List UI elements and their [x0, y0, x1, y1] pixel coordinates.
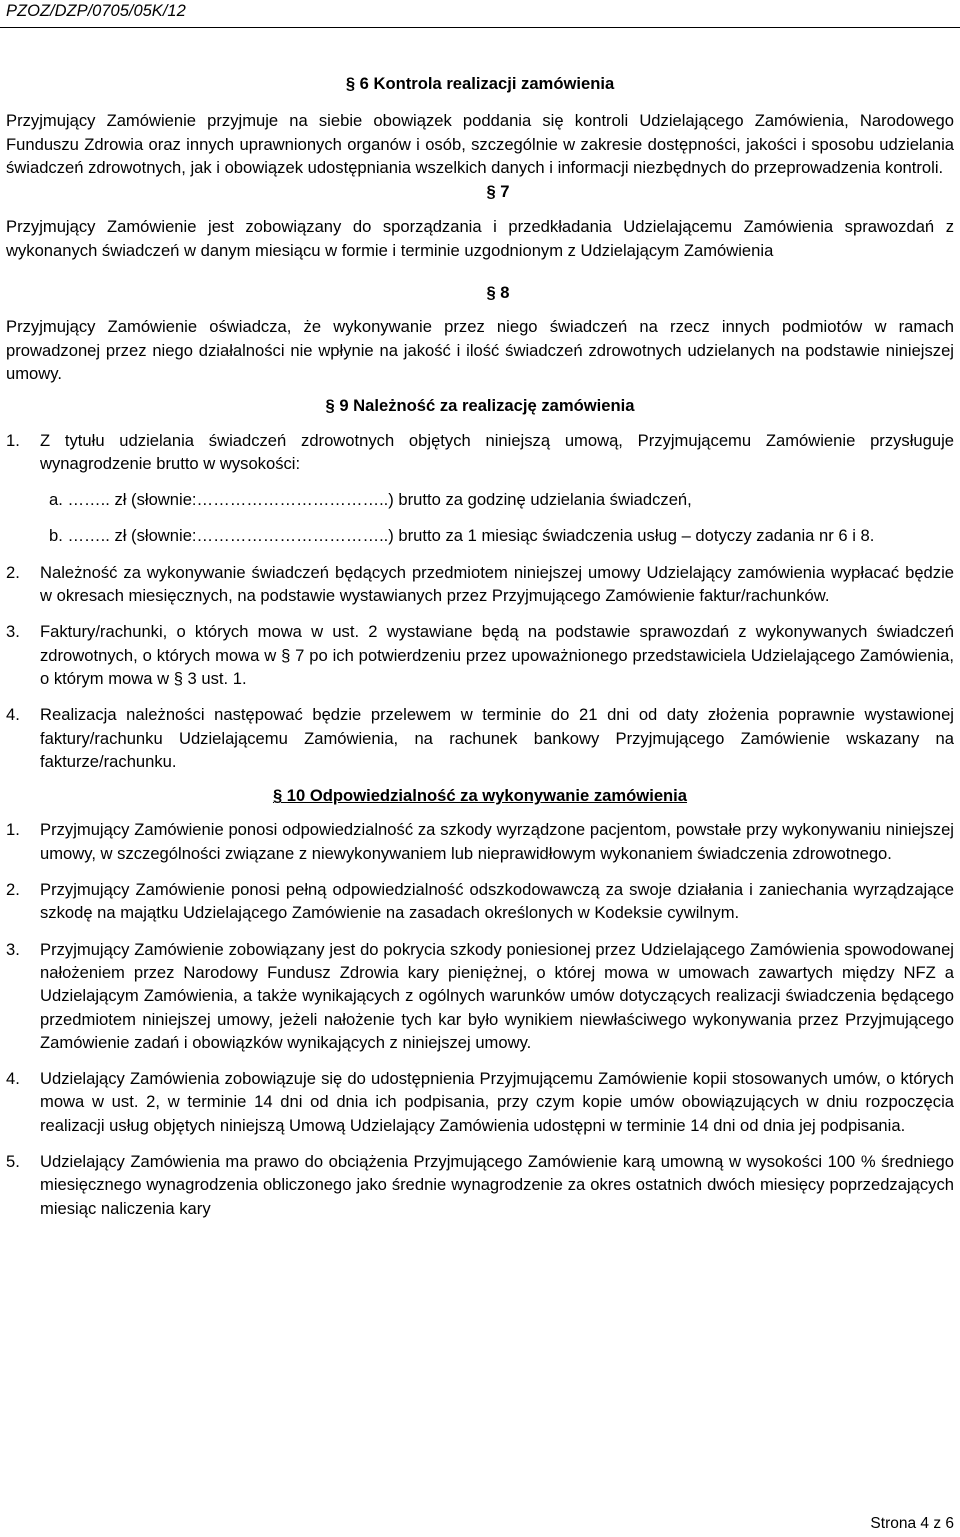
- item-text: Faktury/rachunki, o których mowa w ust. 2 wystawiane będą na podstawie sprawozdań z wykonywanych świadczeń zdrowotnych, o których mowa w § 7 po ich potwierdzeniu przez upoważnionego przedstawiciela Udzielającego Zamówienia, o którym mowa w § 3 ust. 1.: [40, 622, 954, 688]
- document-reference: PZOZ/DZP/0705/05K/12: [6, 2, 186, 20]
- section-9-heading: § 9 Należność za realizację zamówienia: [325, 396, 635, 416]
- section-10-item-5: [6, 1150, 954, 1220]
- header-rule: [0, 27, 960, 28]
- page-number: Strona 4 z 6: [870, 1514, 954, 1532]
- item-number: 1.: [6, 820, 20, 840]
- sub-item-text: a. …….. zł (słownie:……………………………..) brutto za godzinę udzielania świadczeń,: [49, 490, 692, 510]
- item-text: Realizacja należności następować będzie przelewem w terminie do 21 dni od daty złożenia poprawnie wystawionej faktury/rachunku Udzielającemu Zamówienia, na rachunek bankowy Przyjmującego Zamówienie wskazany na fakturze/rachunku.: [40, 705, 954, 771]
- item-text: Przyjmujący Zamówienie ponosi pełną odpowiedzialność odszkodowawczą za swoje działania i zaniechania wyrządzające szkodę na majątku Udzielającego Zamówienie na zasadach określonych w Kodeksie cywilnym.: [40, 880, 954, 923]
- section-9-item-4: [6, 703, 954, 773]
- section-10-heading: § 10 Odpowiedzialność za wykonywanie zamówienia: [272, 786, 688, 806]
- item-number: 3.: [6, 939, 20, 959]
- item-text: Z tytułu udzielania świadczeń zdrowotnych objętych niniejszą umową, Przyjmującemu Zamówienie przysługuje wynagrodzenie brutto w wysokości:: [40, 430, 954, 473]
- section-9-sub-b: [49, 524, 954, 547]
- section-6-text: Przyjmujący Zamówienie przyjmuje na siebie obowiązek poddania się kontroli Udzielającego Zamówienia, Narodowego Funduszu Zdrowia oraz innych uprawnionych organów i osób, szczególnie w zakresie dostępności, jakości i sposobu udzielania świadczeń zdrowotnych, jak i obowiązek udostępniania wszelkich danych i informacji niezbędnych do przeprowadzenia kontroli.: [6, 111, 954, 177]
- section-10-item-3: [6, 938, 954, 1054]
- document-body: [6, 72, 954, 1220]
- sub-item-text: b. …….. zł (słownie:……………………………..) brutto za 1 miesiąc świadczenia usług – dotyczy zadania nr 6 i 8.: [49, 526, 875, 546]
- item-text: Przyjmujący Zamówienie ponosi odpowiedzialność za szkody wyrządzone pacjentom, powstałe przy wykonywaniu niniejszej umowy, w szczególności związane z niewykonywaniem lub nieprawidłowym wykonaniem świadczenia zdrowotnego.: [40, 820, 954, 863]
- section-7-heading: § 7: [486, 182, 510, 202]
- item-number: 2.: [6, 562, 20, 582]
- section-8-text: Przyjmujący Zamówienie oświadcza, że wykonywanie przez niego świadczeń na rzecz innych podmiotów w ramach prowadzonej przez niego działalności nie wpłynie na jakość i ilość świadczeń zdrowotnych udzielanych na podstawie niniejszej umowy.: [6, 317, 954, 383]
- item-text: Należność za wykonywanie świadczeń będących przedmiotem niniejszej umowy Udzielający zamówienia wypłacać będzie w okresach miesięcznych, na podstawie wystawianych przez Przyjmującego Zamówienie faktur/rachunków.: [40, 562, 954, 606]
- item-number: 4.: [6, 705, 20, 725]
- section-7-text: Przyjmujący Zamówienie jest zobowiązany do sporządzania i przedkładania Udzielającemu Zamówienia sprawozdań z wykonanych świadczeń w danym miesiącu w formie i terminie uzgodnionym z Udzielającym Zamówienia: [6, 217, 954, 260]
- section-10-item-1: [6, 818, 954, 865]
- item-text: Przyjmujący Zamówienie zobowiązany jest do pokrycia szkody poniesionej przez Udzielającego Zamówienia spowodowanej nałożeniem przez Narodowy Fundusz Zdrowia kary pieniężnej, o której mowa w umowach zawartych między NFZ a Udzielającym Zamówienia, a także wynikających z ogólnych warunków umów dotyczących realizacji świadczenia będącego przedmiotem niniejszej umowy, jeżeli nałożenie tych kar było wynikiem niewłaściwego wykonywania przez Przyjmującego Zamówienie zadań i obowiązków wynikających z niniejszej umowy.: [40, 939, 954, 1052]
- section-6-heading: § 6 Kontrola realizacji zamówienia: [345, 74, 615, 93]
- section-8-heading: § 8: [486, 283, 510, 303]
- item-number: 3.: [6, 622, 20, 642]
- section-10-item-4: [6, 1067, 954, 1137]
- item-text: Udzielający Zamówienia ma prawo do obciążenia Przyjmującego Zamówienie karą umowną w wysokości 100 % średniego miesięcznego wynagrodzenia obliczonego jako średnie wynagrodzenie za okres ostatnich dwóch miesięcy poprzedzających miesiąc naliczenia kary: [40, 1151, 954, 1218]
- section-9-item-3: [6, 620, 954, 690]
- item-number: 5.: [6, 1151, 20, 1171]
- item-number: 4.: [6, 1069, 20, 1089]
- item-number: 1.: [6, 430, 20, 450]
- section-9-item-1: [6, 429, 954, 476]
- item-text: Udzielający Zamówienia zobowiązuje się do udostępnienia Przyjmującemu Zamówienie kopii stosowanych umów, o których mowa w ust. 2, w terminie 14 dni od dnia ich podpisania, przy czym kopie umów obowiązujących w dniu rozpoczęcia realizacji usług objętych niniejszą Umową Udzielający Zamówienia udostępni w terminie 14 dni od dnia jej podpisania.: [40, 1069, 954, 1135]
- section-9-sub-a: [49, 488, 954, 511]
- section-10-item-2: [6, 878, 954, 925]
- item-number: 2.: [6, 880, 20, 900]
- section-9-item-2: [6, 561, 954, 608]
